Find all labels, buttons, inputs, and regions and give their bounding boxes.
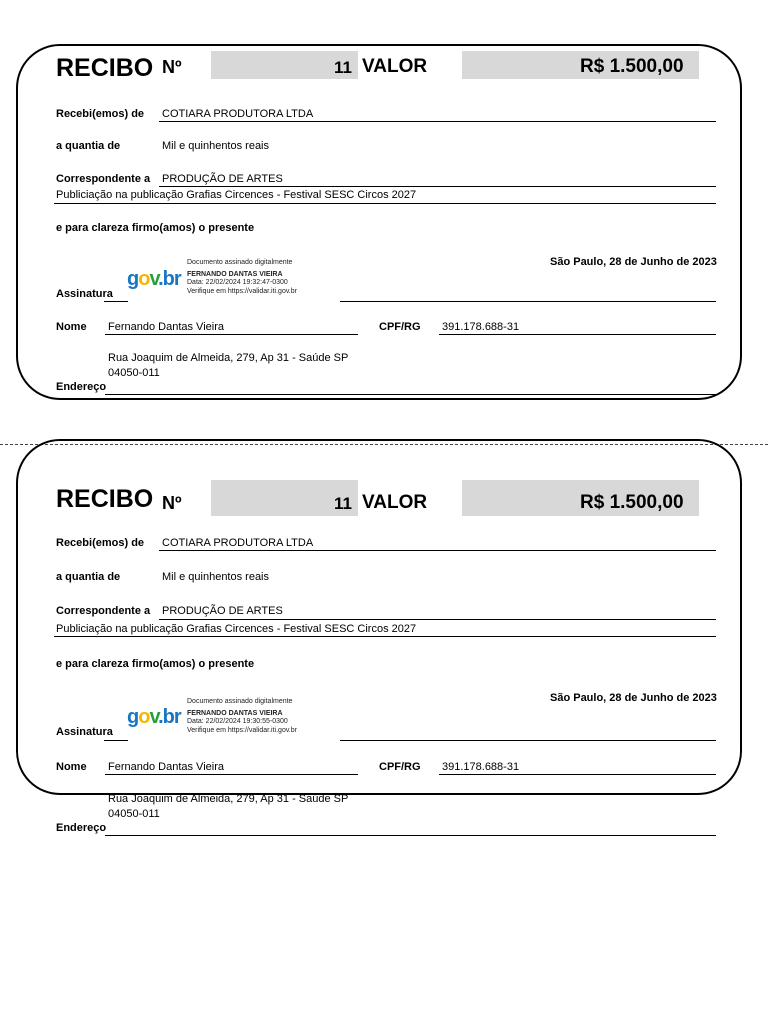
description-line (54, 203, 716, 204)
corresponding-label: Correspondente a (56, 173, 151, 185)
valor-label: VALOR (362, 492, 428, 513)
signature-stamp (187, 259, 297, 296)
signature-line-short (104, 301, 128, 302)
stamp-date: Data: 22/02/2024 19:32:47-0300 (187, 279, 288, 286)
received-from-line (159, 121, 716, 122)
received-from-label: Recebi(emos) de (56, 537, 145, 549)
name-value: Fernando Dantas Vieira (108, 761, 224, 773)
signature-line (340, 740, 716, 741)
received-from-label: Recebi(emos) de (56, 108, 145, 120)
corresponding-line (159, 186, 716, 187)
receipt-date: São Paulo, 28 de Junho de 2023 (550, 256, 717, 268)
address-line (105, 835, 716, 836)
address-line1: Rua Joaquim de Almeida, 279, Ap 31 - Saúde SP (108, 793, 349, 805)
description-value: Publiciação na publicação Grafias Circences - Festival SESC Circos 2027 (56, 623, 417, 635)
signature-stamp (187, 698, 297, 735)
govbr-logo: gov.br (127, 706, 181, 728)
signature-line-short (104, 740, 128, 741)
quantity-value: Mil e quinhentos reais (162, 140, 270, 152)
receipt-1 (0, 44, 768, 414)
quantity-label: a quantia de (56, 571, 121, 583)
address-label: Endereço (56, 381, 107, 393)
receipt-amount: R$ 1.500,00 (580, 492, 684, 513)
received-from-line (159, 550, 716, 551)
receipt-title: RECIBO (56, 485, 154, 513)
received-from-value: COTIARA PRODUTORA LTDA (162, 108, 314, 120)
stamp-verify: Verifique em https://validar.iti.gov.br (187, 726, 297, 734)
cpf-value: 391.178.688-31 (442, 761, 520, 773)
corresponding-label: Correspondente a (56, 605, 151, 617)
name-label: Nome (56, 321, 87, 333)
description-line (54, 636, 716, 637)
receipt-number: 11 (334, 494, 352, 513)
description-value: Publiciação na publicação Grafias Circences - Festival SESC Circos 2027 (56, 189, 417, 201)
name-line (105, 334, 358, 335)
stamp-verify: Verifique em https://validar.iti.gov.br (187, 287, 297, 295)
receipt-date: São Paulo, 28 de Junho de 2023 (550, 692, 717, 704)
govbr-logo: gov.br (127, 268, 181, 290)
cpf-line (439, 774, 716, 775)
valor-label: VALOR (362, 56, 428, 77)
corresponding-value: PRODUÇÃO DE ARTES (162, 173, 283, 185)
name-label: Nome (56, 761, 87, 773)
name-value: Fernando Dantas Vieira (108, 321, 224, 333)
quantity-label: a quantia de (56, 140, 121, 152)
clarity-text: e para clareza firmo(amos) o presente (56, 222, 255, 234)
signature-label: Assinatura (56, 288, 113, 300)
receipt-amount: R$ 1.500,00 (580, 56, 684, 77)
number-sign: Nº (162, 493, 182, 513)
name-line (105, 774, 358, 775)
receipt-2 (0, 439, 768, 809)
cpf-label: CPF/RG (379, 321, 421, 333)
address-line (105, 394, 716, 395)
stamp-signer: FERNANDO DANTAS VIEIRA (187, 709, 283, 717)
address-line2: 04050-011 (108, 367, 160, 379)
cpf-line (439, 334, 716, 335)
corresponding-value: PRODUÇÃO DE ARTES (162, 605, 283, 617)
receipt-title: RECIBO (56, 54, 154, 82)
address-label: Endereço (56, 822, 107, 834)
received-from-value: COTIARA PRODUTORA LTDA (162, 537, 314, 549)
number-sign: Nº (162, 57, 182, 77)
corresponding-line (159, 619, 716, 620)
receipt-number: 11 (334, 58, 352, 77)
signature-label: Assinatura (56, 726, 113, 738)
stamp-line1: Documento assinado digitalmente (187, 698, 293, 705)
cpf-label: CPF/RG (379, 761, 421, 773)
clarity-text: e para clareza firmo(amos) o presente (56, 658, 255, 670)
stamp-line1: Documento assinado digitalmente (187, 259, 293, 266)
address-line2: 04050-011 (108, 808, 160, 820)
quantity-value: Mil e quinhentos reais (162, 571, 270, 583)
cpf-value: 391.178.688-31 (442, 321, 520, 333)
stamp-signer: FERNANDO DANTAS VIEIRA (187, 270, 283, 278)
signature-line (340, 301, 716, 302)
stamp-date: Data: 22/02/2024 19:30:55-0300 (187, 718, 288, 725)
address-line1: Rua Joaquim de Almeida, 279, Ap 31 - Saúde SP (108, 352, 349, 364)
